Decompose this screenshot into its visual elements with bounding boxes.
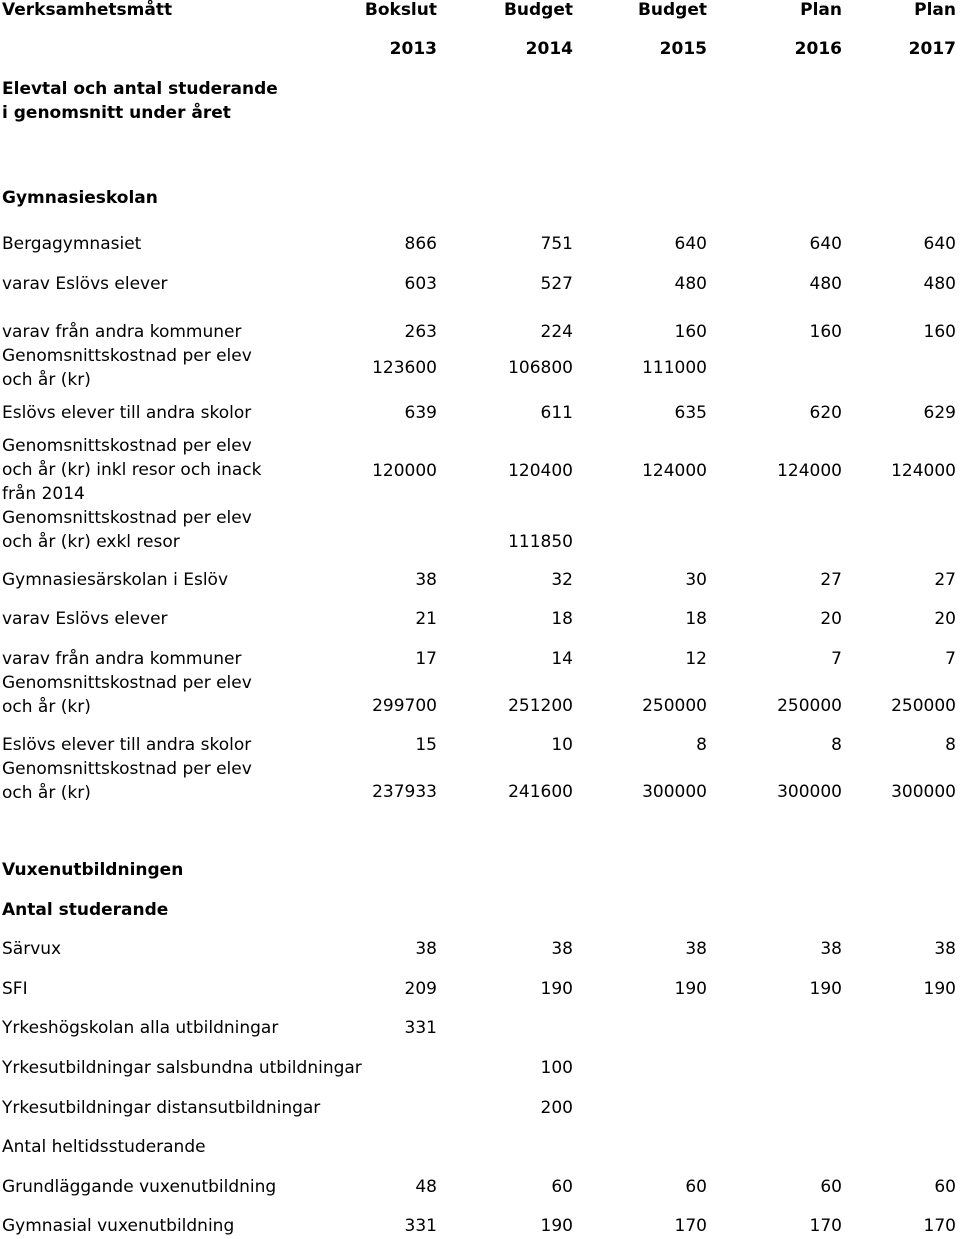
row-value: 190 (809, 979, 842, 999)
row-value: 14 (551, 649, 573, 669)
row-value: 160 (674, 322, 707, 342)
row-value: 639 (404, 403, 437, 423)
row-value: 20 (934, 609, 956, 629)
row-value: 640 (923, 234, 956, 254)
row-value: 100 (540, 1058, 573, 1078)
row-value: 251200 (508, 696, 573, 716)
row-label: SFI (2, 979, 28, 999)
col-header-2: Budget (637, 0, 707, 20)
col-year-2: 2015 (659, 39, 707, 59)
row-value: 38 (415, 570, 437, 590)
row-value: 331 (404, 1216, 437, 1236)
row-value: 38 (551, 939, 573, 959)
row-label: Antal heltidsstuderande (2, 1137, 206, 1157)
row-value: 111000 (642, 358, 707, 378)
row-value: 30 (685, 570, 707, 590)
row-value: 60 (820, 1177, 842, 1197)
row-label: Genomsnittskostnad per elev och år (kr) exkl resor (2, 508, 252, 552)
row-value: 60 (551, 1177, 573, 1197)
row-value: 160 (809, 322, 842, 342)
row-label: Genomsnittskostnad per elev och år (kr) inkl resor och inack från 2014 (2, 436, 262, 504)
row-value: 10 (551, 735, 573, 755)
row-value: 190 (540, 979, 573, 999)
row-value: 8 (696, 735, 707, 755)
row-value: 237933 (372, 782, 437, 802)
row-value: 300000 (642, 782, 707, 802)
row-value: 8 (945, 735, 956, 755)
row-value: 300000 (777, 782, 842, 802)
row-label: varav Eslövs elever (2, 274, 168, 294)
row-label: Yrkesutbildningar salsbundna utbildningar (2, 1058, 362, 1078)
row-value: 866 (404, 234, 437, 254)
row-label: Genomsnittskostnad per elev och år (kr) (2, 759, 252, 803)
col-header-0: Bokslut (364, 0, 437, 20)
row-value: 38 (934, 939, 956, 959)
row-label: Genomsnittskostnad per elev och år (kr) (2, 673, 252, 717)
row-value: 32 (551, 570, 573, 590)
row-label: Antal studerande (2, 900, 169, 920)
row-value: 7 (831, 649, 842, 669)
row-value: 190 (674, 979, 707, 999)
row-value: 38 (415, 939, 437, 959)
row-value: 123600 (372, 358, 437, 378)
row-value: 60 (934, 1177, 956, 1197)
row-value: 27 (820, 570, 842, 590)
row-label: Genomsnittskostnad per elev och år (kr) (2, 346, 252, 390)
row-value: 124000 (891, 461, 956, 481)
row-label: Vuxenutbildningen (2, 860, 184, 880)
row-value: 15 (415, 735, 437, 755)
row-value: 17 (415, 649, 437, 669)
row-label: Yrkesutbildningar distansutbildningar (2, 1098, 321, 1118)
row-label: Bergagymnasiet (2, 234, 142, 254)
row-value: 200 (540, 1098, 573, 1118)
row-value: 480 (923, 274, 956, 294)
col-header-4: Plan (914, 0, 956, 20)
row-value: 124000 (777, 461, 842, 481)
row-value: 611 (540, 403, 573, 423)
row-value: 250000 (777, 696, 842, 716)
row-value: 21 (415, 609, 437, 629)
row-value: 241600 (508, 782, 573, 802)
row-label: Gymnasial vuxenutbildning (2, 1216, 235, 1236)
row-value: 209 (404, 979, 437, 999)
row-label: Gymnasieskolan (2, 188, 158, 208)
row-value: 170 (674, 1216, 707, 1236)
row-value: 120000 (372, 461, 437, 481)
col-header-1: Budget (503, 0, 573, 20)
row-value: 160 (923, 322, 956, 342)
row-value: 48 (415, 1177, 437, 1197)
row-value: 751 (540, 234, 573, 254)
row-value: 38 (820, 939, 842, 959)
row-value: 170 (923, 1216, 956, 1236)
row-value: 603 (404, 274, 437, 294)
row-value: 18 (685, 609, 707, 629)
row-label: Elevtal och antal studerande i genomsnitt under året (2, 79, 278, 123)
col-year-1: 2014 (525, 39, 573, 59)
row-value: 480 (674, 274, 707, 294)
row-label: varav Eslövs elever (2, 609, 168, 629)
row-value: 190 (540, 1216, 573, 1236)
row-value: 8 (831, 735, 842, 755)
row-value: 263 (404, 322, 437, 342)
row-value: 111850 (508, 532, 573, 552)
col-year-3: 2016 (794, 39, 842, 59)
col-year-4: 2017 (908, 39, 956, 59)
row-value: 331 (404, 1018, 437, 1038)
row-value: 629 (923, 403, 956, 423)
row-value: 38 (685, 939, 707, 959)
col-year-0: 2013 (389, 39, 437, 59)
row-label: Eslövs elever till andra skolor (2, 403, 252, 423)
row-value: 480 (809, 274, 842, 294)
row-label: Eslövs elever till andra skolor (2, 735, 252, 755)
row-value: 27 (934, 570, 956, 590)
row-value: 106800 (508, 358, 573, 378)
row-value: 190 (923, 979, 956, 999)
row-value: 18 (551, 609, 573, 629)
row-value: 7 (945, 649, 956, 669)
row-value: 124000 (642, 461, 707, 481)
row-value: 60 (685, 1177, 707, 1197)
row-label: varav från andra kommuner (2, 649, 242, 669)
row-value: 640 (809, 234, 842, 254)
row-value: 635 (674, 403, 707, 423)
row-value: 120400 (508, 461, 573, 481)
col-header-3: Plan (800, 0, 842, 20)
row-value: 12 (685, 649, 707, 669)
table-title: Verksamhetsmått (2, 0, 173, 20)
row-value: 527 (540, 274, 573, 294)
row-value: 299700 (372, 696, 437, 716)
row-label: Yrkeshögskolan alla utbildningar (2, 1018, 279, 1038)
row-label: Grundläggande vuxenutbildning (2, 1177, 277, 1197)
row-value: 250000 (642, 696, 707, 716)
row-value: 640 (674, 234, 707, 254)
row-label: Gymnasiesärskolan i Eslöv (2, 570, 229, 590)
row-value: 620 (809, 403, 842, 423)
row-value: 300000 (891, 782, 956, 802)
row-value: 224 (540, 322, 573, 342)
row-value: 170 (809, 1216, 842, 1236)
row-value: 250000 (891, 696, 956, 716)
row-label: varav från andra kommuner (2, 322, 242, 342)
row-label: Särvux (2, 939, 62, 959)
row-value: 20 (820, 609, 842, 629)
